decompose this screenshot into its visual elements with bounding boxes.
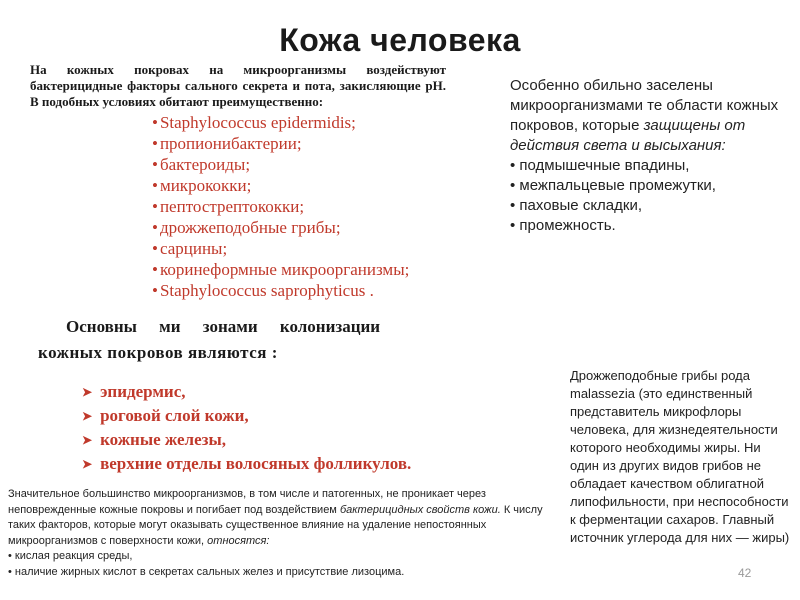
- page-number: 42: [738, 566, 752, 580]
- list-item: • пептострептококки;: [152, 196, 446, 217]
- scanned-excerpt: [28, 62, 446, 301]
- list-item: • Staphylococcus saprophyticus .: [152, 280, 446, 301]
- list-item: • наличие жирных кислот в секретах сальных желез и присутствие лизоцима.: [8, 565, 560, 581]
- list-item: • межпальцевые промежутки,: [510, 176, 780, 196]
- list-item: • бактероиды;: [152, 154, 446, 175]
- italic-text: относятся:: [207, 534, 270, 547]
- list-item: [82, 428, 411, 452]
- list-item: • подмышечные впадины,: [510, 156, 780, 176]
- arrow-bullet-icon: ➤: [82, 385, 93, 399]
- organism-list: [152, 112, 446, 301]
- bactericidal-note: [8, 487, 560, 580]
- list-item: • кислая реакция среды,: [8, 549, 560, 565]
- heading-line: кожных покровов являются :: [38, 343, 278, 362]
- list-item: [82, 452, 411, 476]
- list-item: • Staphylococcus epidermidis;: [152, 112, 446, 133]
- habitat-areas-text: [510, 76, 780, 236]
- paragraph: [8, 487, 560, 549]
- paragraph: Дрожжеподобные грибы рода malassezia (это единственный представитель микрофлоры человека, для жизнедеятельности которого необходимы жиры. Ни один из других видов грибов не обладает качеством облигатной липофильности, при неспособности к ферментации сахаров. Главный источник углерода для них — жиры): [570, 368, 790, 545]
- zone-label: кожные железы,: [100, 430, 226, 449]
- text-run: Особенно обильно заселены микроорганизмами те области кожных покровов, которые: [510, 77, 779, 134]
- arrow-bullet-icon: ➤: [82, 433, 93, 447]
- list-item: • пропионибактерии;: [152, 133, 446, 154]
- zone-label: верхние отделы волосяных фолликулов.: [100, 454, 412, 473]
- list-item: • микрококки;: [152, 175, 446, 196]
- list-item: • паховые складки,: [510, 196, 780, 216]
- habitat-list: [510, 156, 780, 236]
- colonization-heading: [38, 314, 438, 366]
- text-run: Значительное большинство микроорганизмов, в том числе и патогенных, не проникает через неповрежденные кожные покровы и погибает под воздействием: [8, 488, 486, 516]
- malassezia-text: [570, 367, 792, 600]
- list-item: • сарцины;: [152, 238, 446, 259]
- paragraph: [510, 76, 780, 156]
- zone-label: роговой слой кожи,: [100, 406, 249, 425]
- colonization-zones-list: [82, 380, 411, 476]
- list-item: [82, 404, 411, 428]
- list-item: • коринеформные микроорганизмы;: [152, 259, 446, 280]
- list-item: [82, 380, 411, 404]
- heading-line: Основны ми зонами колонизации: [66, 317, 381, 336]
- list-item: • дрожжеподобные грибы;: [152, 217, 446, 238]
- scan-intro-text: На кожных покровах на микроорганизмы воздействуют бактерицидные факторы сального секрета и пота, закисляющие рН. В подобных условиях обитают преимущественно:: [30, 62, 446, 109]
- arrow-bullet-icon: ➤: [82, 457, 93, 471]
- slide-title: Кожа человека: [279, 22, 521, 58]
- italic-text: бактерицидных свойств кожи.: [339, 503, 501, 516]
- list-item: • промежность.: [510, 216, 780, 236]
- text-run: К числу таких факторов, которые могут оказывать существенное влияние на удаление непостоянных микроорганизмов с поверхности кожи,: [8, 503, 543, 547]
- factor-list: [8, 549, 560, 580]
- zone-label: эпидермис,: [100, 382, 186, 401]
- italic-text: защищены от действия света и высыхания:: [510, 117, 746, 154]
- arrow-bullet-icon: ➤: [82, 409, 93, 423]
